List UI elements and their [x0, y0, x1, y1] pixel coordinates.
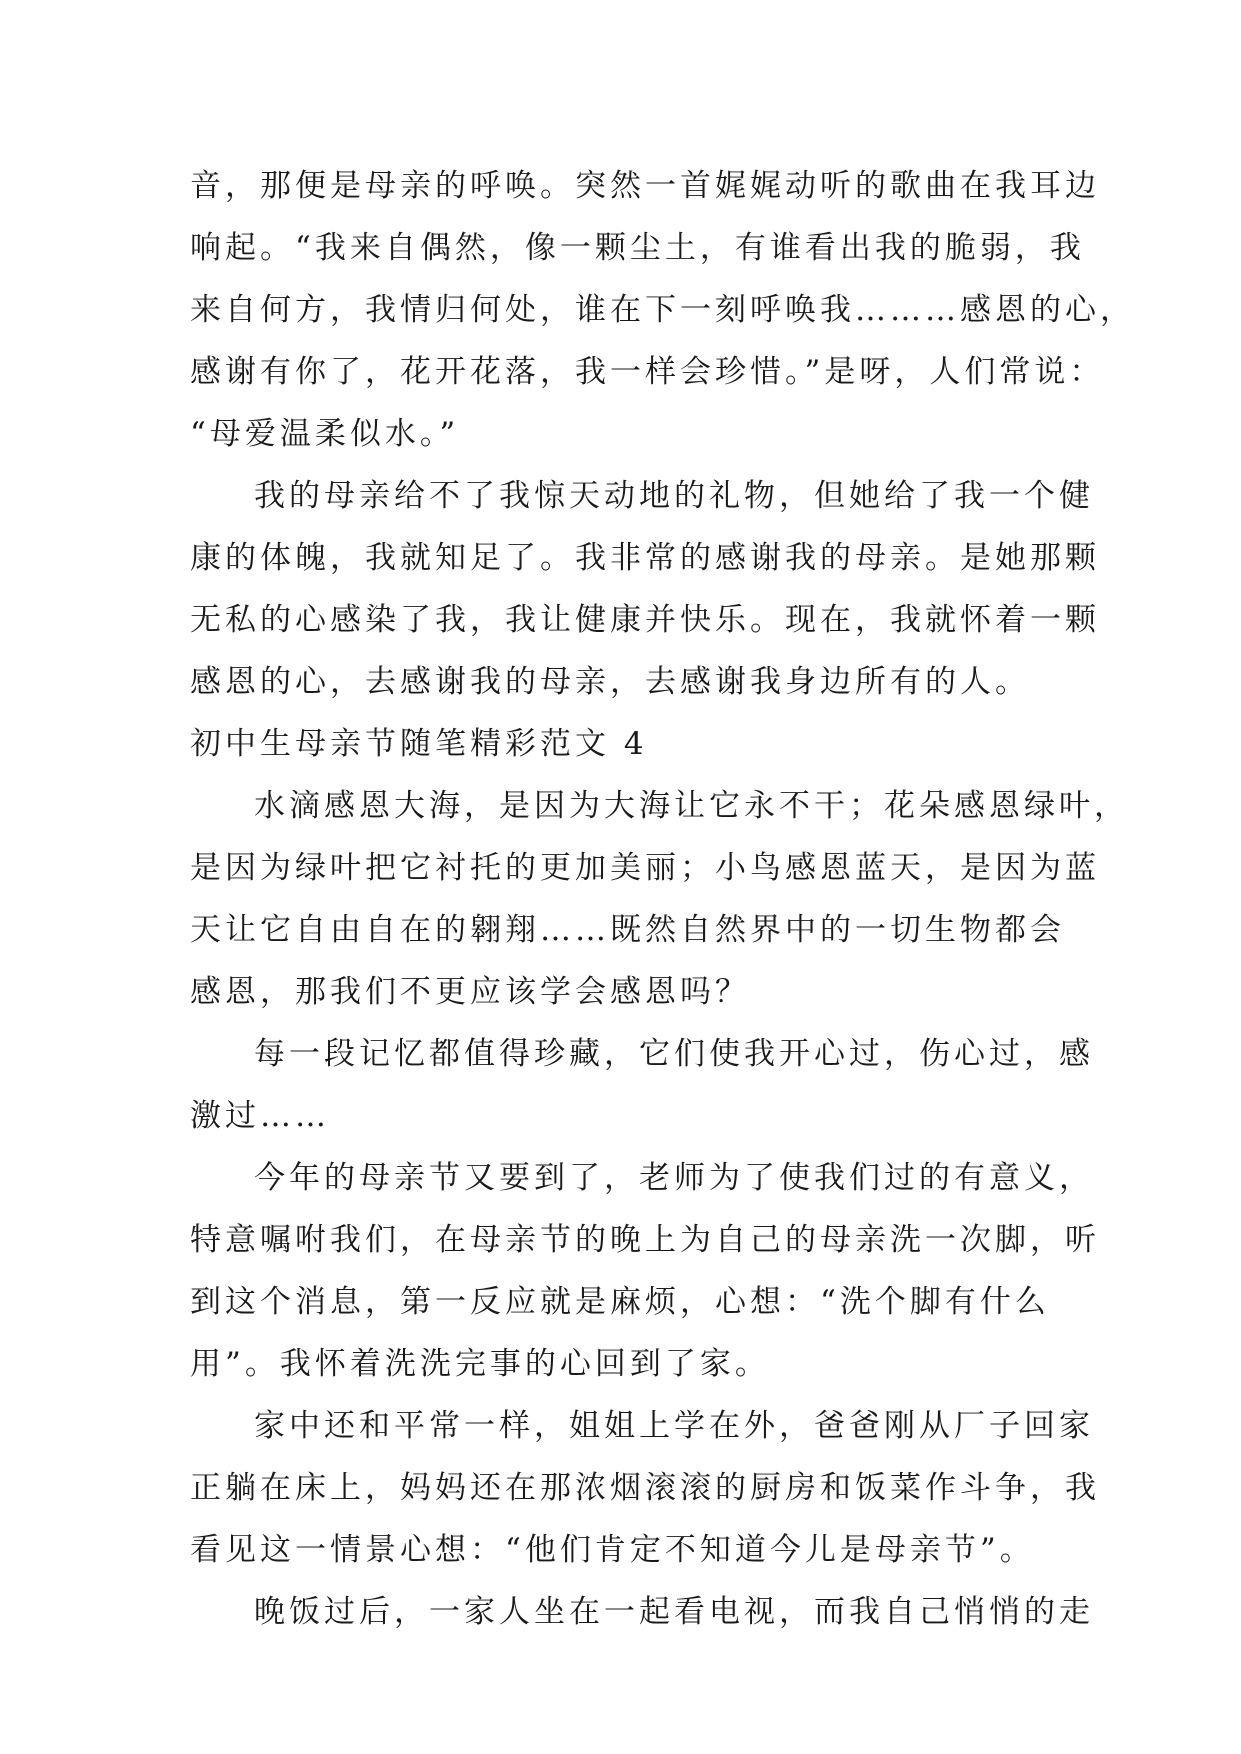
document-body	[190, 155, 1135, 1643]
text-line: 水滴感恩大海，是因为大海让它永不干；花朵感恩绿叶，	[254, 788, 1129, 824]
text-line: 晚饭过后，一家人坐在一起看电视，而我自己悄悄的走	[254, 1594, 1094, 1630]
text-line: 来自何方，我情归何处，谁在下一刻呼唤我………感恩的心，	[190, 292, 1135, 328]
text-line: 音，那便是母亲的呼唤。突然一首娓娓动听的歌曲在我耳边	[190, 168, 1100, 204]
section-heading: 初中生母亲节随笔精彩范文 4	[190, 726, 648, 762]
text-line: 感恩的心，去感谢我的母亲，去感谢我身边所有的人。	[190, 664, 1030, 700]
text-line: 用”。我怀着洗洗完事的心回到了家。	[190, 1346, 770, 1382]
text-line: “母爱温柔似水。”	[190, 416, 460, 452]
text-line: 康的体魄，我就知足了。我非常的感谢我的母亲。是她那颗	[190, 540, 1100, 576]
text-line: 特意嘱咐我们，在母亲节的晚上为自己的母亲洗一次脚，听	[190, 1222, 1100, 1258]
text-line: 感恩，那我们不更应该学会感恩吗？	[190, 974, 750, 1010]
text-line: 今年的母亲节又要到了，老师为了使我们过的有意义，	[254, 1160, 1094, 1196]
text-line: 天让它自由自在的翱翔……既然自然界中的一切生物都会	[190, 912, 1065, 948]
text-line: 响起。“我来自偶然，像一颗尘土，有谁看出我的脆弱，我	[190, 230, 1085, 266]
text-line: 看见这一情景心想：“他们肯定不知道今儿是母亲节”。	[190, 1532, 1035, 1568]
text-line: 无私的心感染了我，我让健康并快乐。现在，我就怀着一颗	[190, 602, 1100, 638]
text-line: 我的母亲给不了我惊天动地的礼物，但她给了我一个健	[254, 478, 1094, 514]
text-line: 每一段记忆都值得珍藏，它们使我开心过，伤心过，感	[254, 1036, 1094, 1072]
text-line: 感谢有你了，花开花落，我一样会珍惜。”是呀，人们常说：	[190, 354, 1105, 390]
text-line: 家中还和平常一样，姐姐上学在外，爸爸刚从厂子回家	[254, 1408, 1094, 1444]
text-line: 激过……	[190, 1098, 330, 1134]
text-line: 正躺在床上，妈妈还在那浓烟滚滚的厨房和饭菜作斗争，我	[190, 1470, 1100, 1506]
text-line: 是因为绿叶把它衬托的更加美丽；小鸟感恩蓝天，是因为蓝	[190, 850, 1100, 886]
text-line: 到这个消息，第一反应就是麻烦，心想：“洗个脚有什么	[190, 1284, 1050, 1320]
